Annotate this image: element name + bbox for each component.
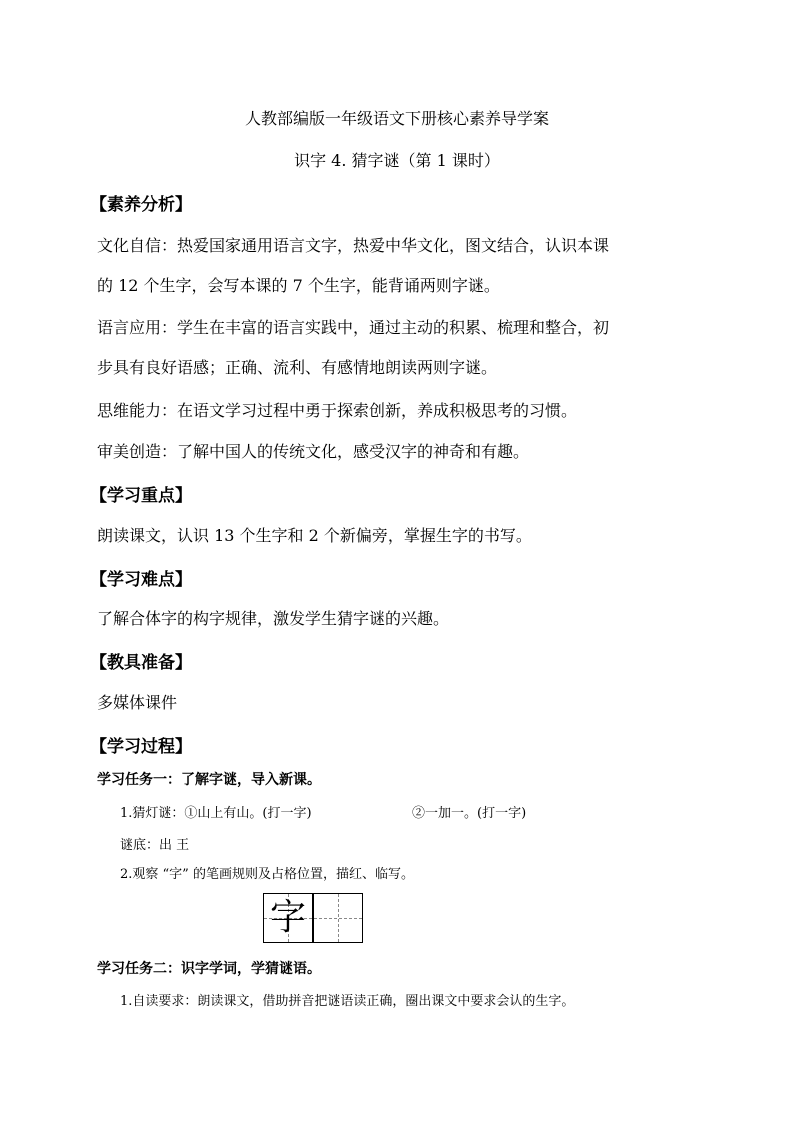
difficulties-text: 了解合体字的构字规律，激发学生猜字谜的兴趣。 (97, 609, 450, 628)
key-points-text: 朗读课文，认识 13 个生字和 2 个新偏旁，掌握生字的书写。 (97, 526, 532, 545)
materials-text: 多媒体课件 (97, 693, 178, 712)
materials-heading: 【教具准备】 (90, 653, 192, 673)
analysis-line: 思维能力：在语文学习过程中勇于探索创新，养成积极思考的习惯。 (97, 401, 578, 420)
riddle-answer: 谜底：出 王 (120, 838, 190, 853)
analysis-line: 文化自信：热爱国家通用语言文字，热爱中华文化，图文结合，认识本课 (97, 236, 610, 255)
analysis-line: 语言应用：学生在丰富的语言实践中，通过主动的积累、梳理和整合，初 (97, 318, 610, 337)
riddle-item-2: ②一加一。(打一字) (412, 806, 527, 821)
analysis-line: 的 12 个生字，会写本课的 7 个生字，能背诵两则字谜。 (97, 276, 500, 295)
analysis-line: 审美创造：了解中国人的传统文化，感受汉字的神奇和有趣。 (97, 442, 530, 461)
task1-title: 学习任务一：了解字谜，导入新课。 (97, 772, 321, 788)
analysis-heading: 【素养分析】 (90, 195, 192, 215)
riddle-item-1: 1.猜灯谜：①山上有山。(打一字) (120, 806, 312, 821)
difficulties-heading: 【学习难点】 (90, 570, 192, 590)
self-read-instruction: 1.自读要求：朗读课文，借助拼音把谜语读正确，圈出课文中要求会认的生字。 (120, 994, 575, 1009)
tianzige-cell-blank[interactable] (313, 893, 363, 943)
process-heading: 【学习过程】 (90, 737, 192, 757)
key-points-heading: 【学习重点】 (90, 486, 192, 506)
lesson-subtitle: 识字 4. 猜字谜（第 1 课时） (294, 151, 500, 170)
practice-character: 字 (269, 897, 306, 938)
analysis-line: 步具有良好语感；正确、流利、有感情地朗读两则字谜。 (97, 358, 498, 377)
observe-instruction: 2.观察 “字” 的笔画规则及占格位置，描红、临写。 (120, 867, 414, 882)
tianzige-practice-grid (263, 893, 363, 943)
document-title: 人教部编版一年级语文下册核心素养导学案 (244, 109, 549, 128)
tianzige-cell-example (263, 893, 313, 943)
task2-title: 学习任务二：识字学词，学猜谜语。 (97, 961, 321, 977)
